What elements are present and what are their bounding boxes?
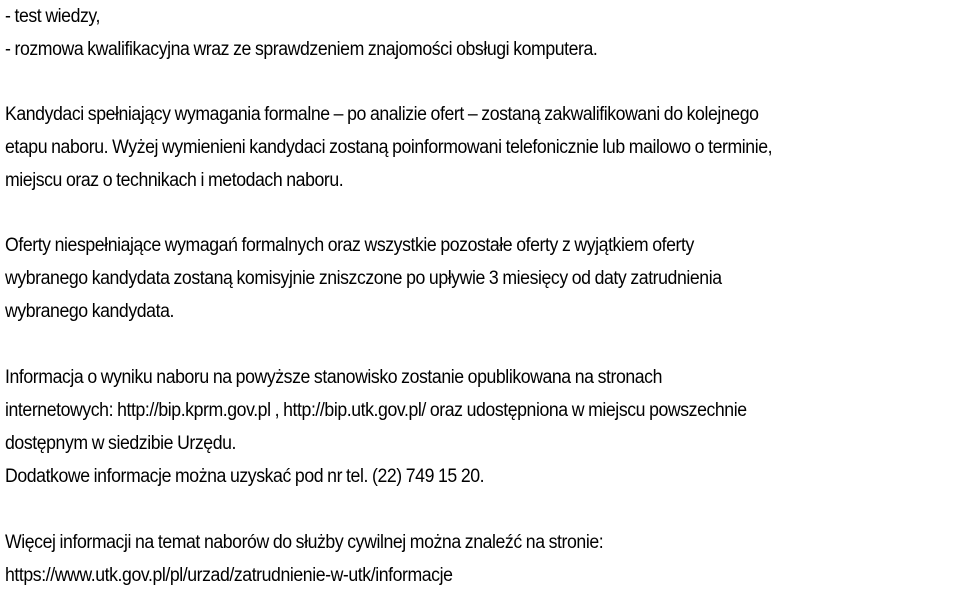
paragraph-line: Kandydaci spełniający wymagania formalne – po analizie ofert – zostaną zakwalifikowani do kolejnego [5, 104, 759, 125]
paragraph-line: dostępnym w siedzibie Urzędu. [5, 433, 237, 454]
paragraph-line: etapu naboru. Wyżej wymienieni kandydaci zostaną poinformowani telefonicznie lub mailowo o terminie, [5, 137, 773, 158]
paragraph-line: miejscu oraz o technikach i metodach naboru. [5, 170, 344, 191]
paragraph-line: wybranego kandydata zostaną komisyjnie zniszczone po upływie 3 miesięcy od daty zatrudnienia [5, 268, 722, 289]
paragraph-rejected-offers [5, 229, 889, 328]
paragraph-more-info [5, 526, 889, 592]
paragraph-line-with-links: internetowych: http://bip.kprm.gov.pl , http://bip.utk.gov.pl/ oraz udostępniona w miejscu powszechnie [5, 400, 747, 421]
paragraph-line: Oferty niespełniające wymagań formalnych oraz wszystkie pozostałe oferty z wyjątkiem oferty [5, 235, 694, 256]
list-item-test: - test wiedzy, [5, 6, 101, 27]
intro-list [5, 0, 889, 66]
paragraph-line: Informacja o wyniku naboru na powyższe stanowisko zostanie opublikowana na stronach [5, 367, 663, 388]
paragraph-gap [5, 197, 889, 230]
list-item-interview: - rozmowa kwalifikacyjna wraz ze sprawdzeniem znajomości obsługi komputera. [5, 39, 598, 60]
paragraph-results-info [5, 361, 889, 493]
document-body [5, 0, 889, 592]
paragraph-gap [5, 328, 889, 361]
paragraph-qualified-candidates [5, 98, 889, 197]
paragraph-gap [5, 493, 889, 526]
contact-phone-line: Dodatkowe informacje można uzyskać pod nr tel. (22) 749 15 20. [5, 466, 485, 487]
paragraph-gap [5, 66, 889, 99]
more-info-url: https://www.utk.gov.pl/pl/urzad/zatrudnienie-w-utk/informacje [5, 565, 453, 586]
paragraph-line: wybranego kandydata. [5, 301, 174, 322]
paragraph-line: Więcej informacji na temat naborów do służby cywilnej można znaleźć na stronie: [5, 532, 604, 553]
